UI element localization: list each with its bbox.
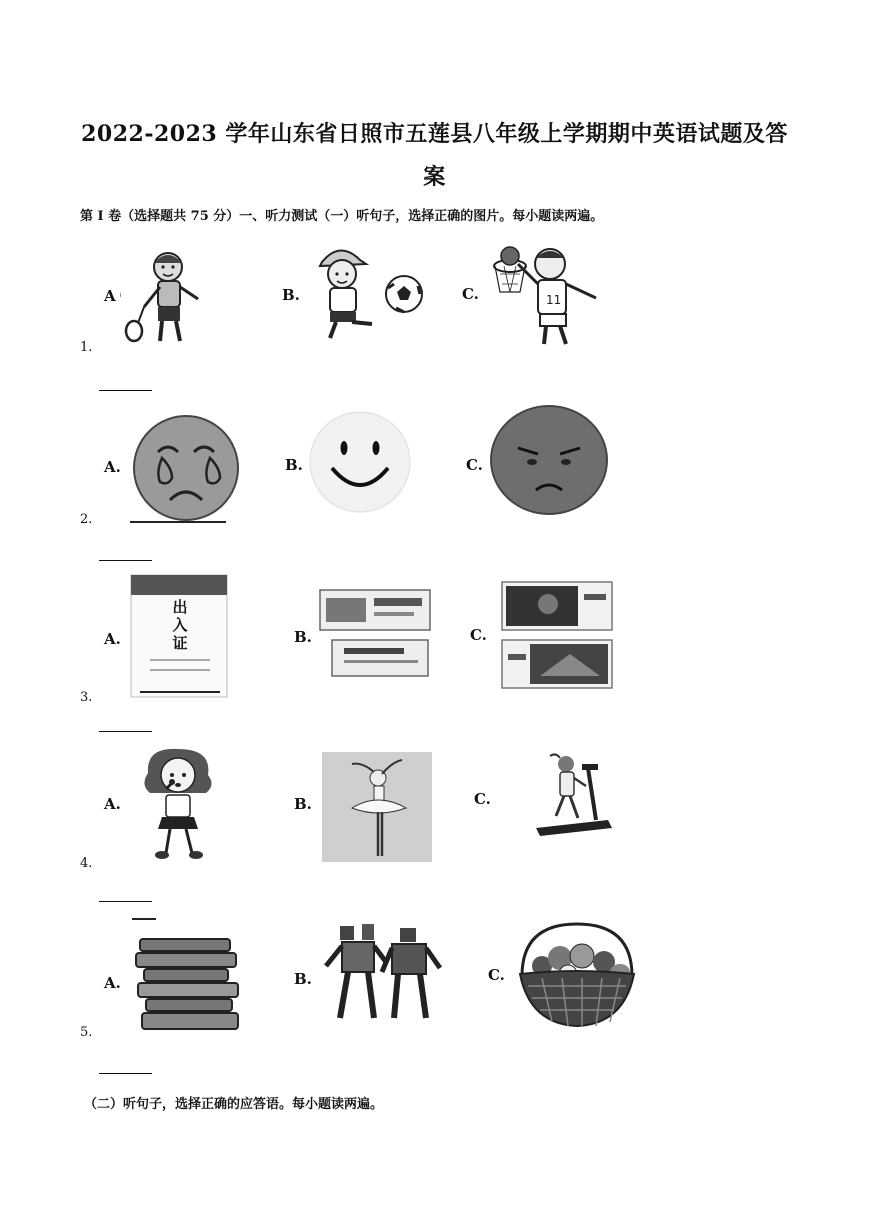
q4-option-b-label: B. [294,795,312,813]
answer-blank-4[interactable] [99,901,152,902]
q5-option-a-label: A. [104,974,121,992]
treadmill-runner-icon [530,750,620,842]
question-number-4: 4. [80,856,93,871]
pass-card-text: 出入证 [172,598,188,652]
girl-singing-icon [136,745,220,865]
robot-toys-icon [322,922,446,1024]
smiling-face-icon [308,410,412,514]
q3-option-b-label: B. [294,628,312,646]
q1-option-a-label: A [104,287,116,305]
section-heading: 第 I 卷（选择题共 75 分）一、听力测试（一）听句子，选择正确的图片。每小题读两遍。 [80,209,604,224]
q4-option-c-label: C. [474,790,491,808]
boy-soccer-icon [300,242,430,342]
page-title-line2: 案 [423,164,446,190]
question-number-2: 2. [80,512,93,527]
q1-option-c-label: C. [462,285,479,303]
photo-tickets-icon [500,580,614,690]
answer-blank-1[interactable] [99,390,152,391]
q4-option-a-label: A. [104,795,121,813]
q5-option-b-label: B. [294,970,312,988]
answer-blank-2[interactable] [99,560,152,561]
tickets-icon [318,588,432,680]
book-stack-icon [130,915,244,1039]
boy-basketball-icon [488,240,603,350]
answer-blank-5[interactable] [99,1073,152,1074]
ballet-dancer-icon [322,752,432,862]
page-title-line1: 2022-2023 学年山东省日照市五莲县八年级上学期期中英语试题及答 [81,121,788,147]
fruit-basket-icon [512,922,642,1028]
svg-text:11: 11 [546,293,562,307]
q2-option-b-label: B. [285,456,303,474]
q3-option-a-label: A. [104,630,121,648]
answer-blank-3[interactable] [99,731,152,732]
q3-option-c-label: C. [470,626,487,644]
q2-option-a-label: A. [104,458,121,476]
question-number-5: 5. [80,1025,93,1040]
question-number-3: 3. [80,690,93,705]
angry-face-icon [490,404,608,516]
boy-tennis-icon [120,245,220,350]
q2-option-c-label: C. [466,456,483,474]
section2-heading: （二）听句子，选择正确的应答语。每小题读两遍。 [84,1097,384,1112]
crying-face-icon [130,412,242,524]
q1-option-b-label: B. [282,286,300,304]
question-number-1: 1. [80,340,93,355]
q5-option-c-label: C. [488,966,505,984]
